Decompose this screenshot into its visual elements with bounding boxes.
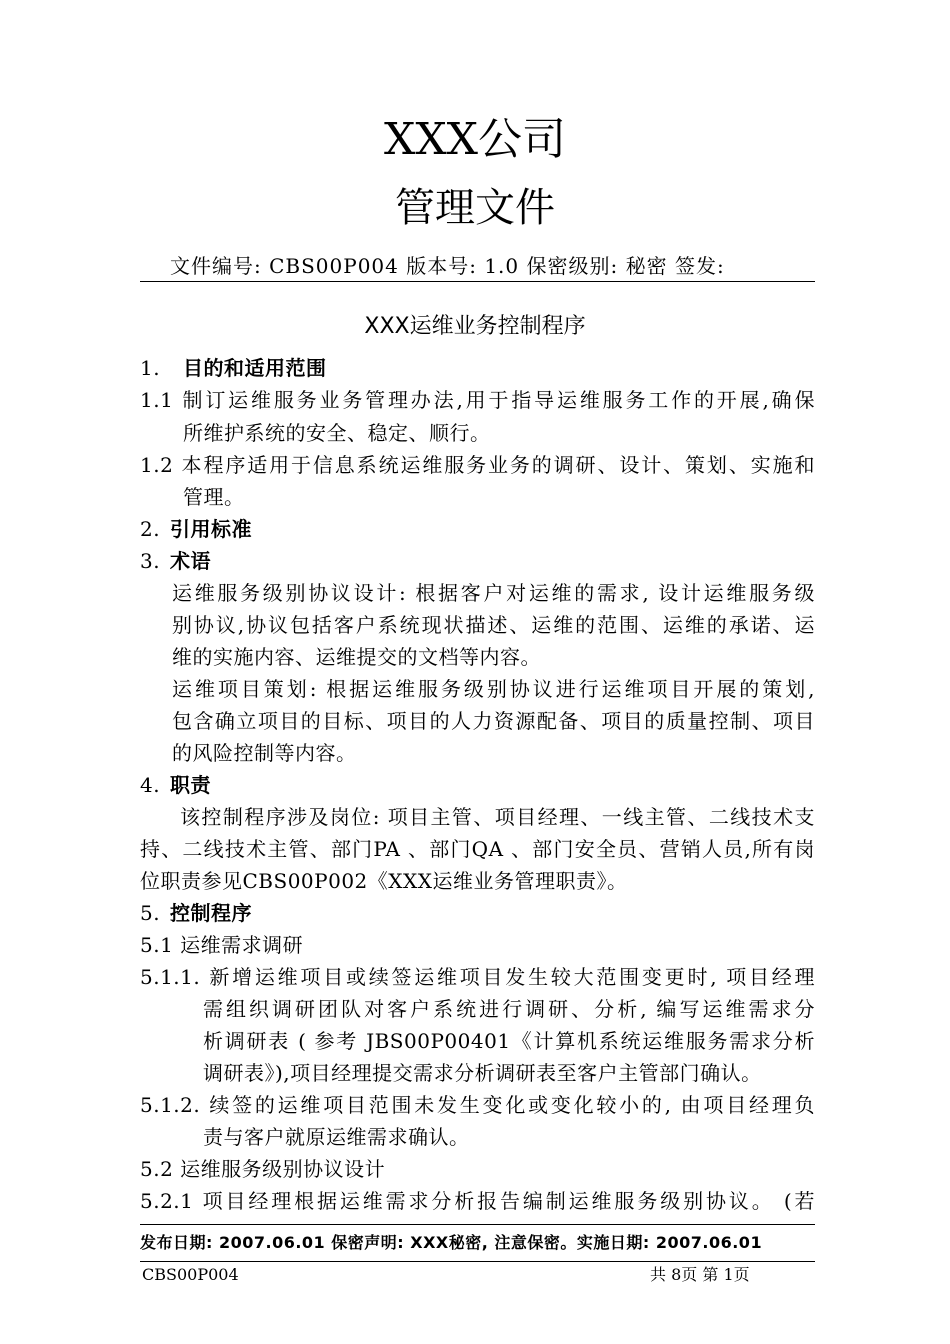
subsection-5-1-heading: 5.1 运维需求调研 [140,933,304,957]
section-1-number: 1. [140,356,161,380]
subsection-5-2-heading: 5.2 运维服务级别协议设计 [140,1157,386,1181]
document-code: CBS00P004 [142,1265,239,1284]
document-title: XXX运维业务控制程序 [364,314,586,339]
term-2-line-2: 包含确立项目的目标、项目的人力资源配备、项目的质量控制、项目 [172,709,815,733]
clause-5-1-1-line-1: 5.1.1. 新增运维项目或续签运维项目发生较大范围变更时, 项目经理 [140,965,815,989]
section-3-heading: 术语 [170,549,211,573]
footer-divider [140,1224,815,1225]
term-1-line-1: 运维服务级别协议设计: 根据客户对运维的需求, 设计运维服务级 [172,581,815,605]
clause-1-2-line-2: 管理。 [183,485,245,509]
term-1-line-3: 维的实施内容、运维提交的文档等内容。 [172,645,541,669]
responsibility-line-1: 该控制程序涉及岗位: 项目主管、项目经理、一线主管、二线技术支 [180,805,815,829]
term-2-line-1: 运维项目策划: 根据运维服务级别协议进行运维项目开展的策划, [172,677,815,701]
header-divider [140,281,815,282]
clause-5-1-2-line-2: 责与客户就原运维需求确认。 [203,1125,470,1149]
clause-5-2-1-line-1: 5.2.1 项目经理根据运维需求分析报告编制运维服务级别协议。 (若 [140,1189,815,1213]
responsibility-line-3: 位职责参见CBS00P002《XXX运维业务管理职责》。 [140,869,628,893]
section-5-heading: 控制程序 [170,901,252,925]
section-3-number: 3. [140,549,161,573]
section-1-heading: 目的和适用范围 [183,356,327,380]
clause-1-1-line-1: 1.1 制订运维服务业务管理办法,用于指导运维服务工作的开展,确保 [140,388,815,412]
clause-5-1-1-line-2: 需组织调研团队对客户系统进行调研、分析, 编写运维需求分 [203,997,815,1021]
clause-5-1-2-line-1: 5.1.2. 续签的运维项目范围未发生变化或变化较小的, 由项目经理负 [140,1093,815,1117]
page-counter: 共 8页 第 1页 [650,1265,750,1284]
clause-5-1-1-line-3: 析调研表 ( 参考 JBS00P00401《计算机系统运维服务需求分析 [203,1029,815,1053]
section-2-number: 2. [140,517,161,541]
section-4-number: 4. [140,773,161,797]
footer-divider-2 [140,1261,815,1262]
company-name: XXX公司 [384,114,566,165]
term-1-line-2: 别协议,协议包括客户系统现状描述、运维的范围、运维的承诺、运 [172,613,815,637]
section-5-number: 5. [140,901,161,925]
clause-1-2-line-1: 1.2 本程序适用于信息系统运维服务业务的调研、设计、策划、实施和 [140,453,815,477]
footer-release-line: 发布日期: 2007.06.01 保密声明: XXX秘密, 注意保密。实施日期: 2007.06.01 [140,1233,763,1252]
file-info-line: 文件编号: CBS00P004 版本号: 1.0 保密级别: 秘密 签发: [170,254,725,278]
responsibility-line-2: 持、二线技术主管、部门PA 、部门QA 、部门安全员、营销人员,所有岗 [140,837,815,861]
clause-5-1-1-line-4: 调研表》),项目经理提交需求分析调研表至客户主管部门确认。 [203,1061,762,1085]
section-2-heading: 引用标准 [170,517,252,541]
clause-1-1-line-2: 所维护系统的安全、稳定、顺行。 [183,421,491,445]
document-type-title: 管理文件 [395,185,555,231]
section-4-heading: 职责 [170,773,211,797]
term-2-line-3: 的风险控制等内容。 [172,741,357,765]
